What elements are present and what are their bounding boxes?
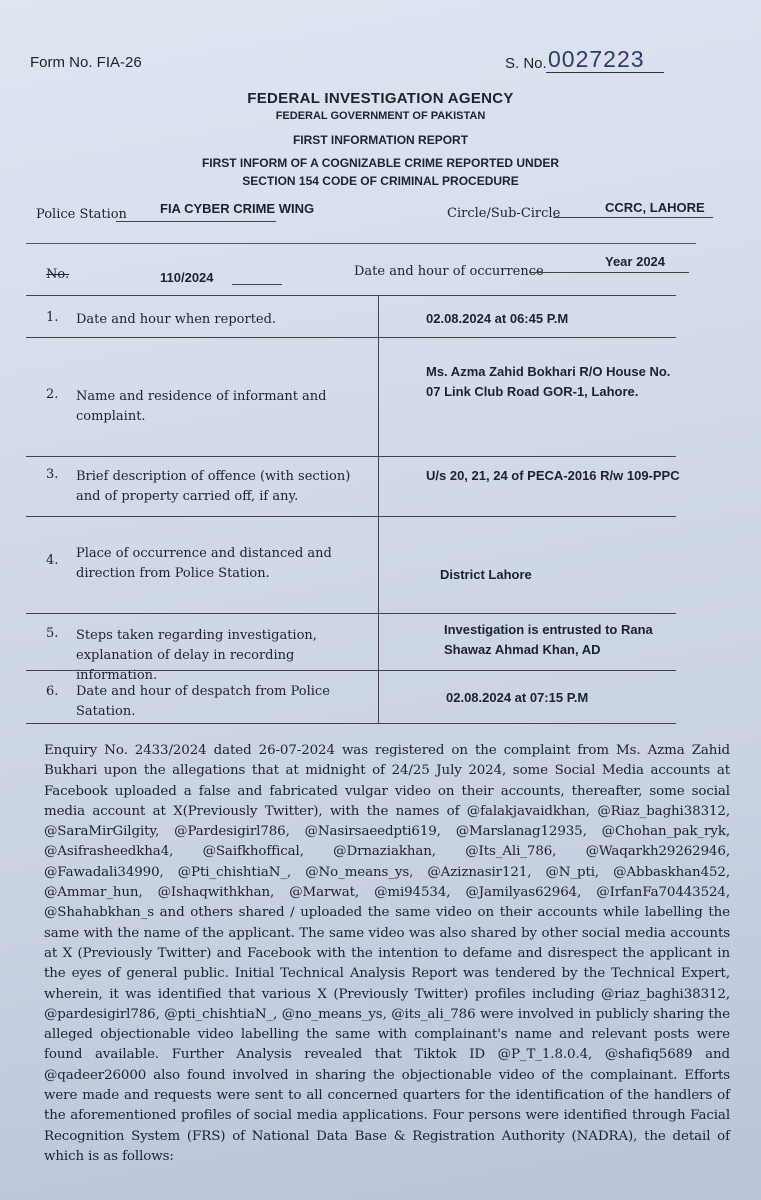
row-value: 02.08.2024 at 06:45 P.M xyxy=(426,311,569,326)
row-separator xyxy=(26,337,676,338)
form-number: Form No. FIA-26 xyxy=(30,54,142,71)
column-divider xyxy=(378,296,379,724)
fir-no-value: 110/2024 xyxy=(160,270,214,285)
fir-no-label: No. xyxy=(46,267,70,282)
serial-underline xyxy=(546,72,664,73)
circle-value: CCRC, LAHORE xyxy=(605,200,705,215)
circle-label: Circle/Sub-Circle xyxy=(447,206,561,221)
government-title: FEDERAL GOVERNMENT OF PAKISTAN xyxy=(275,110,486,122)
row-value: Investigation is entrusted to Rana Shawaz Ahmad Khan, AD xyxy=(444,622,653,657)
agency-title: FEDERAL INVESTIGATION AGENCY xyxy=(247,90,514,107)
row-label: Place of occurrence and distanced and direction from Police Station. xyxy=(76,546,332,581)
police-station-label: Police Station xyxy=(36,207,127,222)
row-number: 6. xyxy=(46,684,59,699)
row-value: U/s 20, 21, 24 of PECA-2016 R/w 109-PPC xyxy=(426,468,680,483)
occurrence-value: Year 2024 xyxy=(605,254,666,269)
row-label: Date and hour of despatch from Police Satation. xyxy=(76,684,330,719)
row-separator xyxy=(26,613,676,614)
row-number: 4. xyxy=(46,553,59,568)
report-subtitle-1: FIRST INFORM OF A COGNIZABLE CRIME REPORTED UNDER xyxy=(201,156,560,170)
police-station-value: FIA CYBER CRIME WING xyxy=(160,201,315,216)
row-value: Ms. Azma Zahid Bokhari R/O House No. 07 Link Club Road GOR-1, Lahore. xyxy=(426,364,671,399)
row-separator xyxy=(26,456,676,457)
row-value: District Lahore xyxy=(440,567,532,582)
row-number: 5. xyxy=(46,626,59,641)
police-station-underline xyxy=(116,221,276,222)
serial-label: S. No. xyxy=(505,55,547,72)
row-value: 02.08.2024 at 07:15 P.M xyxy=(446,690,589,705)
row-label: Name and residence of informant and complaint. xyxy=(76,389,327,424)
fir-no-underline xyxy=(232,284,282,285)
row-label: Brief description of offence (with section) and of property carried off, if any. xyxy=(76,469,351,504)
row-number: 2. xyxy=(46,387,59,402)
row-label: Date and hour when reported. xyxy=(76,312,277,327)
occurrence-label: Date and hour of occurrence xyxy=(354,264,544,279)
row-separator xyxy=(26,516,676,517)
row-separator xyxy=(26,670,676,671)
report-subtitle-2: SECTION 154 CODE OF CRIMINAL PROCEDURE xyxy=(242,174,519,188)
serial-number: 0027223 xyxy=(548,46,645,72)
divider-line xyxy=(26,243,696,244)
report-title: FIRST INFORMATION REPORT xyxy=(292,133,469,147)
report-table xyxy=(26,295,680,724)
narrative-paragraph: Enquiry No. 2433/2024 dated 26-07-2024 was registered on the complaint from Ms. Azma Zahid Bukhari upon the allegations that at midnight of 24/25 July 2024, some Social Media accounts at Facebook uploaded a false and fabricated vulgar video on their accounts, thereafter, some social media account at X(Previously Twitter), with the names of @falakjavaidkhan, @Riaz_baghi38312, @SaraMirGilgity, @Pardesigirl786, @Nasirsaeedpti619, @Marslanag12935, @Chohan_pak_ryk, @Asifrasheedkha4, @Saifkhoffical, @Drnaziakhan, @Its_Ali_786, @Waqarkh29262946, @Fawadali34990, @Pti_chishtiaN_, @No_means_ys, @Aziznasir121, @N_pti, @Abbaskhan452, @Ammar_hun, @Ishaqwithkhan, @Marwat, @mi94534, @Jamilyas62964, @IrfanFa70443524, @Shahabkhan_s and others shared / uploaded the same video on their accounts while labelling the same with the name of the applicant. The same video was also shared by other social media accounts at X (Previously Twitter) and Facebook with the intention to defame and disrespect the applicant in the eyes of general public. Initial Technical Analysis Report was tendered by the Technical Expert, wherein, it was identified that various X (Previously Twitter) profiles including @riaz_baghi38312, @pardesigirl786, @pti_chishtiaN_, @no_means_ys, @its_ali_786 were involved in publicly sharing the alleged objectionable video labelling the same with complainant's name and relevant posts were found available. Further Analysis revealed that Tiktok ID @P_T_1.8.0.4, @shafiq5689 and @qadeer26000 also found involved in sharing the objectionable video of the complainant. Efforts were made and requests were sent to all concerned quarters for the identification of the handlers of the aforementioned profiles of social media applications. Four persons were identified through Facial Recognition System (FRS) of National Data Base & Registration Authority (NADRA), the detail of which is as follows: xyxy=(44,743,730,1164)
row-number: 3. xyxy=(46,467,59,482)
occurrence-underline xyxy=(529,272,689,273)
row-separator xyxy=(26,723,676,724)
circle-underline xyxy=(553,217,713,218)
row-number: 1. xyxy=(46,310,59,325)
row-label: Steps taken regarding investigation, explanation of delay in recording information. xyxy=(76,628,317,683)
